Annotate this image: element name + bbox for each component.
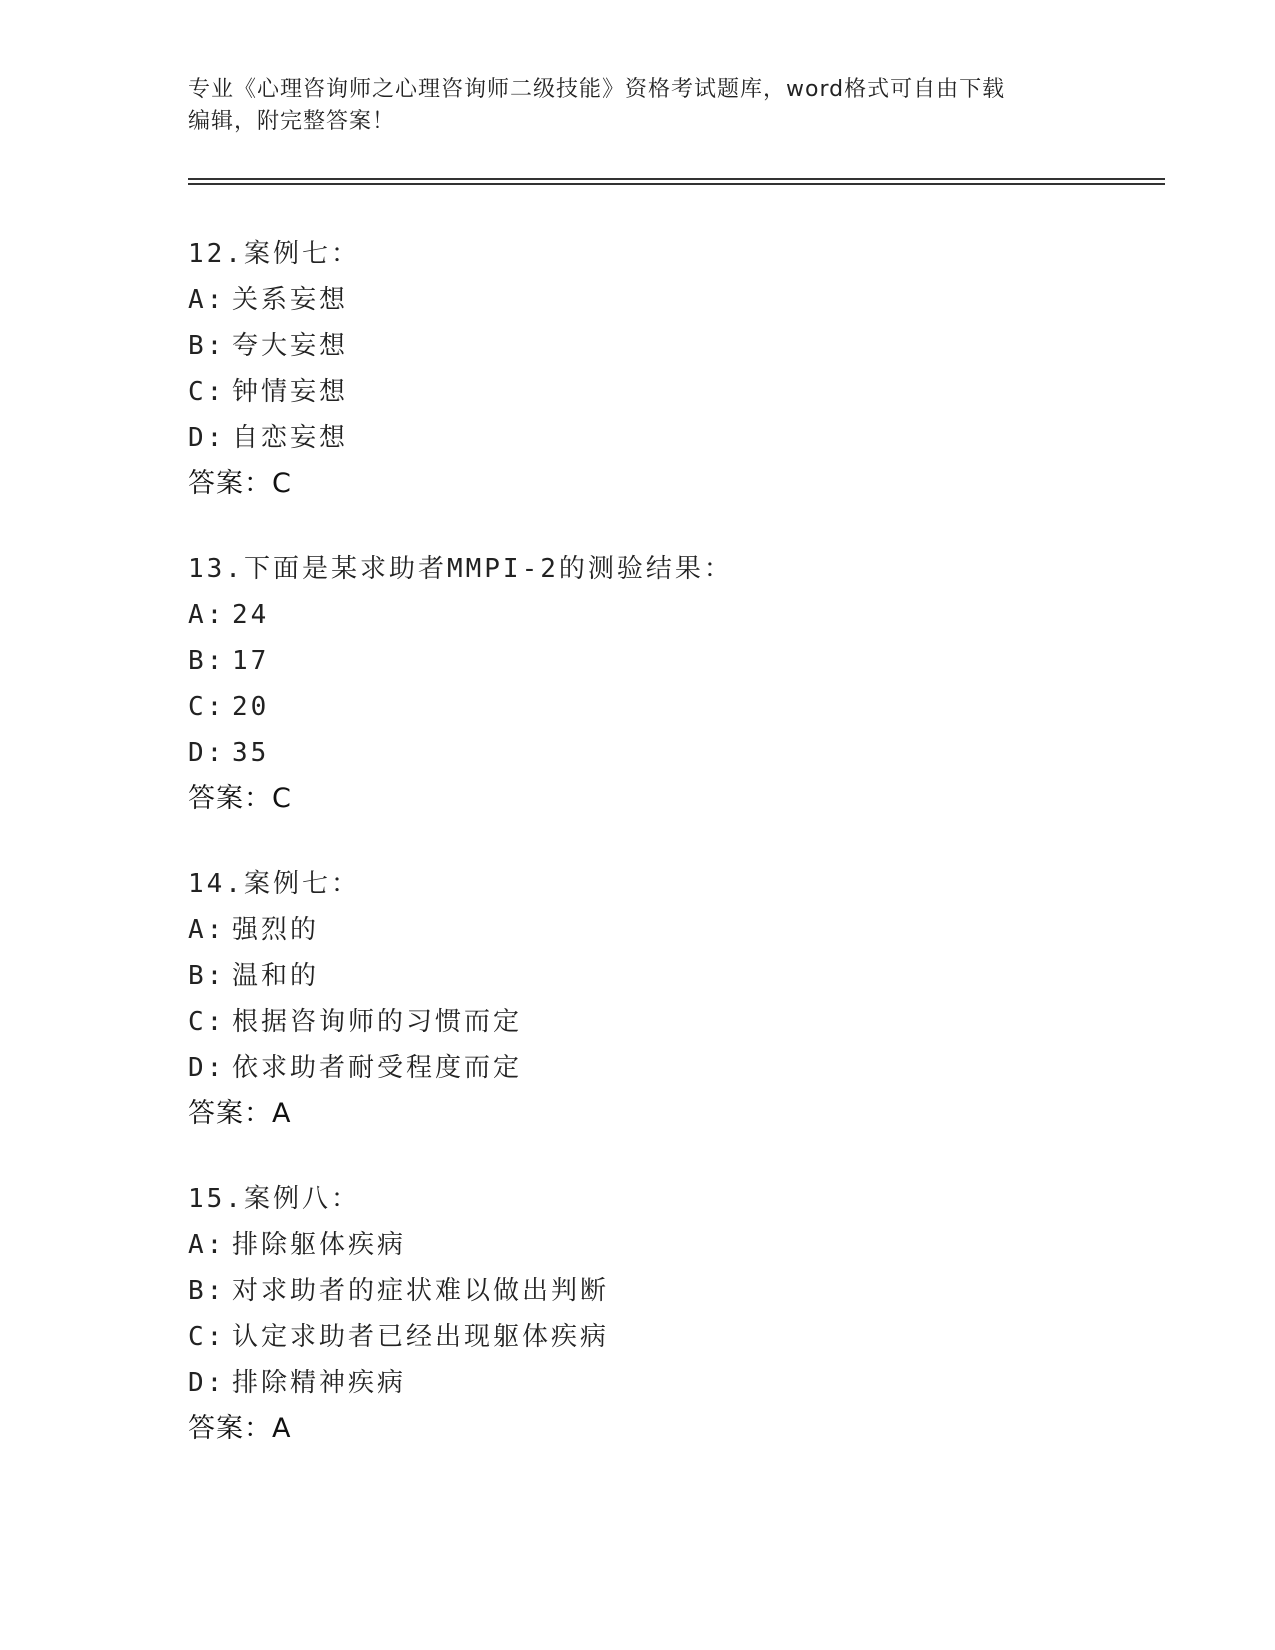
option-a [188, 1222, 1088, 1268]
answer-line: 答案：A [188, 1098, 292, 1129]
option-b [188, 953, 1088, 999]
option-letter: B: [188, 331, 226, 361]
option-d [188, 730, 1088, 776]
option-text: 根据咨询师的习惯而定 [232, 1007, 523, 1037]
question-12 [188, 231, 1088, 507]
question-title: 12.案例七： [188, 239, 360, 269]
question-15 [188, 1176, 1088, 1452]
option-text: 17 [232, 646, 270, 676]
option-text: 依求助者耐受程度而定 [232, 1053, 523, 1083]
option-letter: B: [188, 646, 226, 676]
option-letter: D: [188, 738, 226, 768]
answer-line: 答案：A [188, 1413, 292, 1444]
option-a [188, 907, 1088, 953]
option-c [188, 369, 1088, 415]
option-letter: C: [188, 1322, 226, 1352]
option-d [188, 415, 1088, 461]
option-text: 强烈的 [232, 915, 320, 945]
option-letter: C: [188, 377, 226, 407]
option-text: 认定求助者已经出现躯体疾病 [232, 1322, 610, 1352]
option-letter: D: [188, 1053, 226, 1083]
option-d [188, 1360, 1088, 1406]
header-line-2: 编辑，附完整答案！ [188, 109, 396, 134]
answer-line: 答案：C [188, 783, 292, 814]
header-line-1: 专业《心理咨询师之心理咨询师二级技能》资格考试题库，word格式可自由下载 [188, 77, 1006, 102]
option-letter: A: [188, 915, 226, 945]
option-c [188, 1314, 1088, 1360]
option-a [188, 592, 1088, 638]
question-13 [188, 546, 1088, 822]
option-letter: A: [188, 1230, 226, 1260]
option-letter: B: [188, 961, 226, 991]
option-text: 自恋妄想 [232, 423, 349, 453]
option-text: 20 [232, 692, 270, 722]
option-letter: D: [188, 1368, 226, 1398]
option-text: 关系妄想 [232, 285, 349, 315]
option-letter: A: [188, 285, 226, 315]
option-text: 排除躯体疾病 [232, 1230, 407, 1260]
option-letter: C: [188, 692, 226, 722]
answer-line: 答案：C [188, 468, 292, 499]
option-text: 35 [232, 738, 270, 768]
option-c [188, 684, 1088, 730]
option-text: 夸大妄想 [232, 331, 349, 361]
option-text: 对求助者的症状难以做出判断 [232, 1276, 610, 1306]
option-text: 温和的 [232, 961, 320, 991]
question-title: 15.案例八： [188, 1184, 360, 1214]
header-divider-bottom [188, 183, 1165, 185]
option-c [188, 999, 1088, 1045]
option-letter: C: [188, 1007, 226, 1037]
option-letter: B: [188, 1276, 226, 1306]
option-letter: A: [188, 600, 226, 630]
option-text: 24 [232, 600, 270, 630]
question-title: 13.下面是某求助者MMPI-2的测验结果： [188, 554, 733, 584]
option-d [188, 1045, 1088, 1091]
option-text: 钟情妄想 [232, 377, 349, 407]
document-header [188, 74, 1088, 138]
option-text: 排除精神疾病 [232, 1368, 407, 1398]
option-b [188, 638, 1088, 684]
header-divider-top [188, 178, 1165, 180]
question-14 [188, 861, 1088, 1137]
option-b [188, 323, 1088, 369]
option-letter: D: [188, 423, 226, 453]
question-title: 14.案例七： [188, 869, 360, 899]
option-a [188, 277, 1088, 323]
option-b [188, 1268, 1088, 1314]
